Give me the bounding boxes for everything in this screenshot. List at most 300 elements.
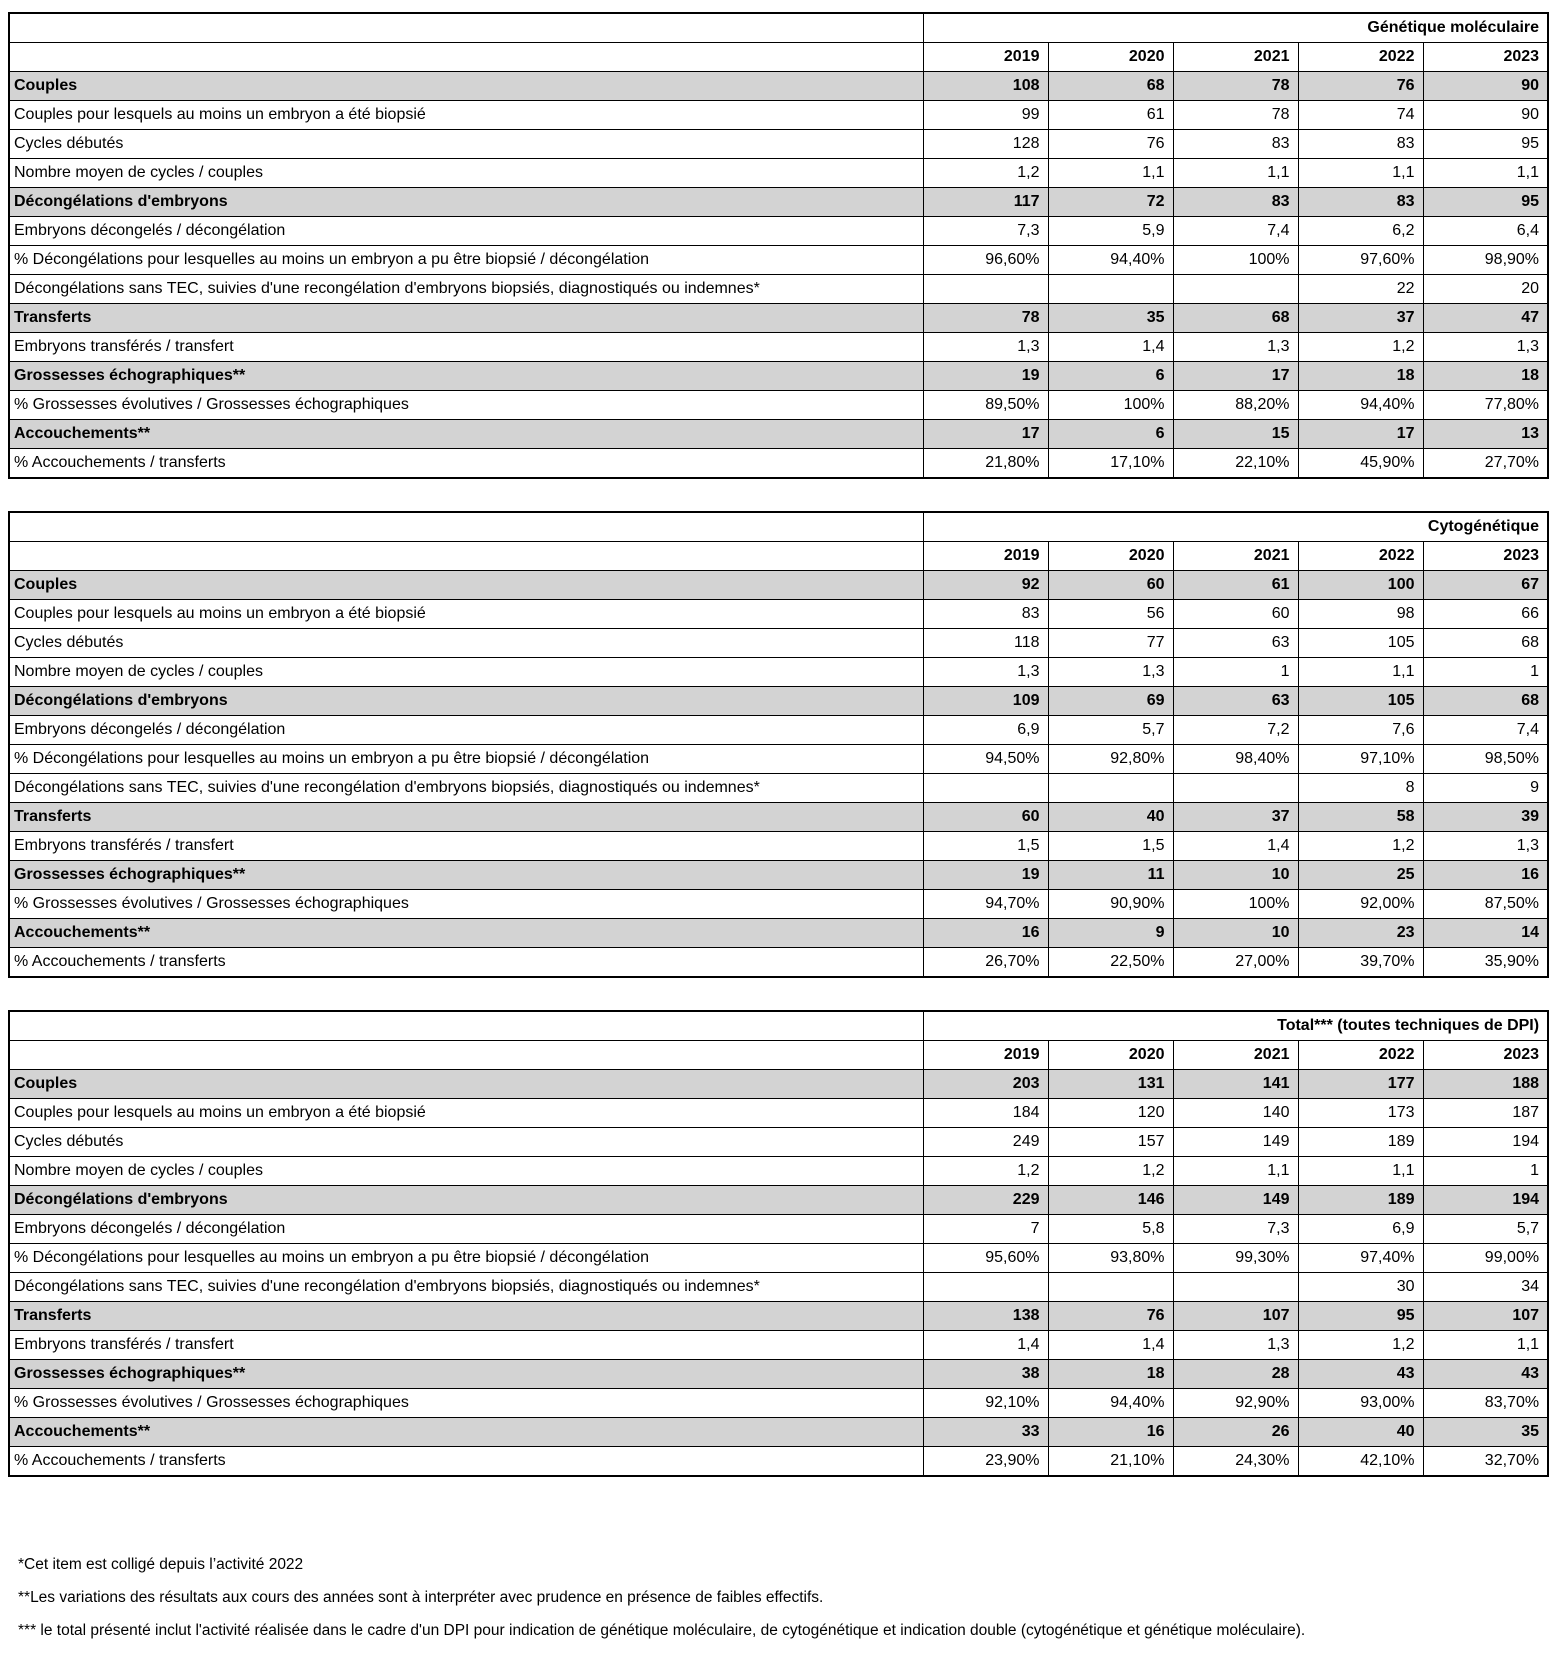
value-cell: 18 <box>1423 362 1548 391</box>
value-cell: 6,9 <box>923 716 1048 745</box>
row-label: Couples <box>9 571 923 600</box>
value-cell: 32,70% <box>1423 1447 1548 1477</box>
row-label: Grossesses échographiques** <box>9 362 923 391</box>
value-cell: 1,4 <box>1048 1331 1173 1360</box>
year-header-cell: 2023 <box>1423 1041 1548 1070</box>
value-cell: 7,3 <box>1173 1215 1298 1244</box>
row-label: Embryons décongelés / décongélation <box>9 217 923 246</box>
value-cell: 14 <box>1423 919 1548 948</box>
value-cell: 1,2 <box>1298 1331 1423 1360</box>
value-cell: 26 <box>1173 1418 1298 1447</box>
value-cell: 177 <box>1298 1070 1423 1099</box>
table-row <box>9 1215 1548 1244</box>
table-row <box>9 774 1548 803</box>
value-cell: 1,2 <box>923 1157 1048 1186</box>
value-cell: 27,00% <box>1173 948 1298 978</box>
value-cell: 189 <box>1298 1128 1423 1157</box>
row-label: Grossesses échographiques** <box>9 861 923 890</box>
table-title: Cytogénétique <box>923 512 1548 542</box>
value-cell: 95 <box>1423 188 1548 217</box>
value-cell: 1,2 <box>923 159 1048 188</box>
value-cell: 149 <box>1173 1186 1298 1215</box>
value-cell: 7,3 <box>923 217 1048 246</box>
row-label: Décongélations d'embryons <box>9 1186 923 1215</box>
year-header-cell: 2019 <box>923 542 1048 571</box>
table-row <box>9 629 1548 658</box>
table-row <box>9 1331 1548 1360</box>
value-cell: 99,30% <box>1173 1244 1298 1273</box>
row-label: Transferts <box>9 1302 923 1331</box>
section-row <box>9 420 1548 449</box>
tables <box>8 12 1547 1477</box>
value-cell: 18 <box>1048 1360 1173 1389</box>
value-cell: 100% <box>1173 890 1298 919</box>
value-cell: 1,1 <box>1423 1331 1548 1360</box>
row-label: Cycles débutés <box>9 629 923 658</box>
value-cell: 1,1 <box>1298 159 1423 188</box>
value-cell: 16 <box>1423 861 1548 890</box>
value-cell: 1,4 <box>1173 832 1298 861</box>
row-label: Nombre moyen de cycles / couples <box>9 159 923 188</box>
value-cell: 92,10% <box>923 1389 1048 1418</box>
value-cell: 1,1 <box>1298 658 1423 687</box>
value-cell: 78 <box>1173 72 1298 101</box>
year-header-cell: 2022 <box>1298 43 1423 72</box>
value-cell: 15 <box>1173 420 1298 449</box>
table-row <box>9 333 1548 362</box>
value-cell: 83 <box>923 600 1048 629</box>
row-label: Décongélations d'embryons <box>9 188 923 217</box>
value-cell: 27,70% <box>1423 449 1548 479</box>
value-cell: 1 <box>1423 658 1548 687</box>
value-cell: 100% <box>1173 246 1298 275</box>
value-cell: 146 <box>1048 1186 1173 1215</box>
value-cell: 92 <box>923 571 1048 600</box>
row-label: Transferts <box>9 803 923 832</box>
row-label: % Grossesses évolutives / Grossesses échographiques <box>9 890 923 919</box>
year-header-cell: 2022 <box>1298 1041 1423 1070</box>
year-header-cell: 2020 <box>1048 1041 1173 1070</box>
value-cell: 107 <box>1173 1302 1298 1331</box>
value-cell: 6,2 <box>1298 217 1423 246</box>
value-cell: 99,00% <box>1423 1244 1548 1273</box>
value-cell: 1,4 <box>1048 333 1173 362</box>
row-label: Couples pour lesquels au moins un embryon a été biopsié <box>9 600 923 629</box>
value-cell: 1,4 <box>923 1331 1048 1360</box>
row-label: Embryons décongelés / décongélation <box>9 1215 923 1244</box>
row-label: Couples pour lesquels au moins un embryon a été biopsié <box>9 1099 923 1128</box>
dpi-table-1 <box>8 12 1549 479</box>
row-label: % Décongélations pour lesquelles au moins un embryon a pu être biopsié / décongélation <box>9 246 923 275</box>
row-label: Grossesses échographiques** <box>9 1360 923 1389</box>
value-cell: 107 <box>1423 1302 1548 1331</box>
row-label: Embryons transférés / transfert <box>9 1331 923 1360</box>
value-cell: 45,90% <box>1298 449 1423 479</box>
section-row <box>9 1186 1548 1215</box>
table-row <box>9 600 1548 629</box>
table-row <box>9 832 1548 861</box>
value-cell: 7 <box>923 1215 1048 1244</box>
value-cell: 5,7 <box>1048 716 1173 745</box>
value-cell <box>1173 774 1298 803</box>
table-row <box>9 101 1548 130</box>
value-cell: 229 <box>923 1186 1048 1215</box>
value-cell: 72 <box>1048 188 1173 217</box>
table-row <box>9 890 1548 919</box>
value-cell: 131 <box>1048 1070 1173 1099</box>
value-cell: 33 <box>923 1418 1048 1447</box>
value-cell: 21,80% <box>923 449 1048 479</box>
year-header-cell: 2021 <box>1173 542 1298 571</box>
value-cell: 74 <box>1298 101 1423 130</box>
value-cell <box>1048 774 1173 803</box>
value-cell: 93,00% <box>1298 1389 1423 1418</box>
table-title-row <box>9 512 1548 542</box>
table-title: Total*** (toutes techniques de DPI) <box>923 1011 1548 1041</box>
value-cell: 39 <box>1423 803 1548 832</box>
value-cell: 1 <box>1173 658 1298 687</box>
value-cell: 98 <box>1298 600 1423 629</box>
value-cell: 5,8 <box>1048 1215 1173 1244</box>
value-cell: 1,3 <box>1423 333 1548 362</box>
title-row-empty-cell <box>9 13 923 43</box>
value-cell: 34 <box>1423 1273 1548 1302</box>
value-cell: 98,40% <box>1173 745 1298 774</box>
section-row <box>9 571 1548 600</box>
value-cell: 10 <box>1173 919 1298 948</box>
value-cell: 60 <box>1173 600 1298 629</box>
value-cell: 77 <box>1048 629 1173 658</box>
value-cell: 22 <box>1298 275 1423 304</box>
value-cell: 1,2 <box>1298 832 1423 861</box>
value-cell: 20 <box>1423 275 1548 304</box>
value-cell: 68 <box>1173 304 1298 333</box>
footnote-3: *** le total présenté inclut l'activité réalisée dans le cadre d'un DPI pour indication de génétique moléculaire, de cytogénétique et indication double (cytogénétique et génétique moléculaire). <box>18 1622 1306 1639</box>
value-cell <box>923 774 1048 803</box>
row-label: Accouchements** <box>9 420 923 449</box>
section-row <box>9 687 1548 716</box>
value-cell: 83 <box>1173 188 1298 217</box>
section-row <box>9 919 1548 948</box>
table-row <box>9 716 1548 745</box>
value-cell: 63 <box>1173 629 1298 658</box>
value-cell: 189 <box>1298 1186 1423 1215</box>
value-cell: 6,9 <box>1298 1215 1423 1244</box>
year-header-cell: 2019 <box>923 1041 1048 1070</box>
value-cell <box>923 275 1048 304</box>
value-cell: 140 <box>1173 1099 1298 1128</box>
year-header-cell: 2023 <box>1423 43 1548 72</box>
value-cell: 35,90% <box>1423 948 1548 978</box>
table-row <box>9 275 1548 304</box>
table-row <box>9 1157 1548 1186</box>
value-cell: 194 <box>1423 1186 1548 1215</box>
value-cell: 7,2 <box>1173 716 1298 745</box>
value-cell: 92,80% <box>1048 745 1173 774</box>
table-row <box>9 246 1548 275</box>
value-cell: 95 <box>1298 1302 1423 1331</box>
year-row-empty-cell <box>9 43 923 72</box>
value-cell: 78 <box>923 304 1048 333</box>
value-cell: 97,60% <box>1298 246 1423 275</box>
value-cell: 105 <box>1298 687 1423 716</box>
value-cell: 1,1 <box>1048 159 1173 188</box>
value-cell: 1,2 <box>1298 333 1423 362</box>
value-cell: 17,10% <box>1048 449 1173 479</box>
year-header-cell: 2019 <box>923 43 1048 72</box>
value-cell: 97,40% <box>1298 1244 1423 1273</box>
value-cell: 8 <box>1298 774 1423 803</box>
table-row <box>9 1099 1548 1128</box>
value-cell: 100 <box>1298 571 1423 600</box>
row-label: Accouchements** <box>9 919 923 948</box>
value-cell: 88,20% <box>1173 391 1298 420</box>
table-title-row <box>9 13 1548 43</box>
value-cell: 35 <box>1423 1418 1548 1447</box>
value-cell: 60 <box>1048 571 1173 600</box>
value-cell: 60 <box>923 803 1048 832</box>
value-cell: 6 <box>1048 362 1173 391</box>
value-cell: 22,10% <box>1173 449 1298 479</box>
value-cell: 117 <box>923 188 1048 217</box>
value-cell: 6 <box>1048 420 1173 449</box>
value-cell: 1,1 <box>1173 1157 1298 1186</box>
value-cell: 128 <box>923 130 1048 159</box>
value-cell: 17 <box>1298 420 1423 449</box>
value-cell: 13 <box>1423 420 1548 449</box>
row-label: % Accouchements / transferts <box>9 948 923 978</box>
row-label: Nombre moyen de cycles / couples <box>9 658 923 687</box>
section-row <box>9 1418 1548 1447</box>
title-row-empty-cell <box>9 1011 923 1041</box>
value-cell: 56 <box>1048 600 1173 629</box>
value-cell: 42,10% <box>1298 1447 1423 1477</box>
table-row <box>9 1273 1548 1302</box>
value-cell: 43 <box>1423 1360 1548 1389</box>
dpi-table-2 <box>8 511 1549 978</box>
value-cell: 19 <box>923 861 1048 890</box>
year-header-row <box>9 43 1548 72</box>
table-row <box>9 745 1548 774</box>
year-header-cell: 2021 <box>1173 1041 1298 1070</box>
year-header-row <box>9 542 1548 571</box>
value-cell: 97,10% <box>1298 745 1423 774</box>
table-title: Génétique moléculaire <box>923 13 1548 43</box>
value-cell: 37 <box>1173 803 1298 832</box>
row-label: % Accouchements / transferts <box>9 449 923 479</box>
row-label: Couples <box>9 1070 923 1099</box>
value-cell: 47 <box>1423 304 1548 333</box>
value-cell: 38 <box>923 1360 1048 1389</box>
value-cell: 77,80% <box>1423 391 1548 420</box>
table-title-row <box>9 1011 1548 1041</box>
year-header-cell: 2020 <box>1048 43 1173 72</box>
value-cell: 24,30% <box>1173 1447 1298 1477</box>
value-cell: 83 <box>1298 130 1423 159</box>
value-cell: 16 <box>923 919 1048 948</box>
section-row <box>9 362 1548 391</box>
value-cell: 93,80% <box>1048 1244 1173 1273</box>
value-cell: 67 <box>1423 571 1548 600</box>
value-cell: 98,50% <box>1423 745 1548 774</box>
value-cell: 17 <box>923 420 1048 449</box>
value-cell: 61 <box>1048 101 1173 130</box>
value-cell: 109 <box>923 687 1048 716</box>
value-cell: 7,4 <box>1423 716 1548 745</box>
year-row-empty-cell <box>9 1041 923 1070</box>
value-cell: 98,90% <box>1423 246 1548 275</box>
section-row <box>9 72 1548 101</box>
value-cell: 1,5 <box>923 832 1048 861</box>
value-cell: 105 <box>1298 629 1423 658</box>
footnote-2: **Les variations des résultats aux cours des années sont à interpréter avec prudence en présence de faibles effectifs. <box>18 1589 824 1606</box>
value-cell: 1,3 <box>1423 832 1548 861</box>
value-cell: 17 <box>1173 362 1298 391</box>
value-cell: 95,60% <box>923 1244 1048 1273</box>
value-cell: 30 <box>1298 1273 1423 1302</box>
value-cell: 194 <box>1423 1128 1548 1157</box>
value-cell: 120 <box>1048 1099 1173 1128</box>
value-cell: 83,70% <box>1423 1389 1548 1418</box>
value-cell: 100% <box>1048 391 1173 420</box>
value-cell: 1,1 <box>1173 159 1298 188</box>
value-cell: 68 <box>1423 687 1548 716</box>
section-row <box>9 1360 1548 1389</box>
value-cell: 1,1 <box>1298 1157 1423 1186</box>
value-cell: 11 <box>1048 861 1173 890</box>
row-label: Cycles débutés <box>9 1128 923 1157</box>
value-cell: 63 <box>1173 687 1298 716</box>
value-cell <box>1173 275 1298 304</box>
table-row <box>9 217 1548 246</box>
value-cell: 95 <box>1423 130 1548 159</box>
table-row <box>9 130 1548 159</box>
value-cell: 90 <box>1423 72 1548 101</box>
table-row <box>9 948 1548 978</box>
value-cell: 10 <box>1173 861 1298 890</box>
row-label: Décongélations d'embryons <box>9 687 923 716</box>
section-row <box>9 304 1548 333</box>
table-row <box>9 1389 1548 1418</box>
row-label: Embryons transférés / transfert <box>9 832 923 861</box>
footnotes <box>8 1509 1547 1658</box>
value-cell: 1,5 <box>1048 832 1173 861</box>
value-cell: 76 <box>1048 1302 1173 1331</box>
year-header-cell: 2020 <box>1048 542 1173 571</box>
value-cell: 83 <box>1173 130 1298 159</box>
value-cell <box>923 1273 1048 1302</box>
row-label: Nombre moyen de cycles / couples <box>9 1157 923 1186</box>
row-label: % Décongélations pour lesquelles au moins un embryon a pu être biopsié / décongélation <box>9 745 923 774</box>
value-cell: 68 <box>1423 629 1548 658</box>
value-cell <box>1048 275 1173 304</box>
title-row-empty-cell <box>9 512 923 542</box>
value-cell: 89,50% <box>923 391 1048 420</box>
value-cell: 94,40% <box>1298 391 1423 420</box>
value-cell: 1,3 <box>923 333 1048 362</box>
row-label: Accouchements** <box>9 1418 923 1447</box>
year-header-cell: 2021 <box>1173 43 1298 72</box>
dpi-table-3 <box>8 1010 1549 1477</box>
section-row <box>9 188 1548 217</box>
value-cell: 1,3 <box>1173 1331 1298 1360</box>
value-cell: 69 <box>1048 687 1173 716</box>
row-label: Transferts <box>9 304 923 333</box>
section-row <box>9 861 1548 890</box>
value-cell: 99 <box>923 101 1048 130</box>
value-cell: 1,3 <box>1048 658 1173 687</box>
row-label: Embryons décongelés / décongélation <box>9 716 923 745</box>
value-cell <box>1048 1273 1173 1302</box>
value-cell: 25 <box>1298 861 1423 890</box>
value-cell: 92,00% <box>1298 890 1423 919</box>
value-cell: 9 <box>1423 774 1548 803</box>
value-cell: 7,4 <box>1173 217 1298 246</box>
value-cell: 249 <box>923 1128 1048 1157</box>
section-row <box>9 1302 1548 1331</box>
value-cell: 19 <box>923 362 1048 391</box>
table-row <box>9 449 1548 479</box>
value-cell: 90 <box>1423 101 1548 130</box>
section-row <box>9 803 1548 832</box>
value-cell: 87,50% <box>1423 890 1548 919</box>
row-label: Couples <box>9 72 923 101</box>
year-header-row <box>9 1041 1548 1070</box>
value-cell: 40 <box>1048 803 1173 832</box>
value-cell: 1,2 <box>1048 1157 1173 1186</box>
row-label: Cycles débutés <box>9 130 923 159</box>
value-cell: 26,70% <box>923 948 1048 978</box>
row-label: % Accouchements / transferts <box>9 1447 923 1477</box>
value-cell: 96,60% <box>923 246 1048 275</box>
value-cell: 203 <box>923 1070 1048 1099</box>
value-cell: 1 <box>1423 1157 1548 1186</box>
footnote-1: *Cet item est colligé depuis l’activité 2022 <box>18 1556 304 1573</box>
table-row <box>9 1244 1548 1273</box>
row-label: % Grossesses évolutives / Grossesses échographiques <box>9 1389 923 1418</box>
value-cell: 28 <box>1173 1360 1298 1389</box>
value-cell: 149 <box>1173 1128 1298 1157</box>
value-cell: 40 <box>1298 1418 1423 1447</box>
table-row <box>9 1447 1548 1477</box>
value-cell: 5,9 <box>1048 217 1173 246</box>
value-cell: 5,7 <box>1423 1215 1548 1244</box>
value-cell: 22,50% <box>1048 948 1173 978</box>
value-cell: 43 <box>1298 1360 1423 1389</box>
value-cell: 18 <box>1298 362 1423 391</box>
value-cell: 78 <box>1173 101 1298 130</box>
value-cell: 23 <box>1298 919 1423 948</box>
table-row <box>9 159 1548 188</box>
value-cell: 92,90% <box>1173 1389 1298 1418</box>
value-cell: 35 <box>1048 304 1173 333</box>
value-cell: 76 <box>1298 72 1423 101</box>
value-cell: 68 <box>1048 72 1173 101</box>
value-cell: 108 <box>923 72 1048 101</box>
value-cell: 90,90% <box>1048 890 1173 919</box>
section-row <box>9 1070 1548 1099</box>
value-cell: 16 <box>1048 1418 1173 1447</box>
value-cell: 7,6 <box>1298 716 1423 745</box>
value-cell: 39,70% <box>1298 948 1423 978</box>
value-cell <box>1173 1273 1298 1302</box>
table-row <box>9 391 1548 420</box>
row-label: Décongélations sans TEC, suivies d'une recongélation d'embryons biopsiés, diagnostiqués ou indemnes* <box>9 1273 923 1302</box>
value-cell: 1,1 <box>1423 159 1548 188</box>
value-cell: 94,50% <box>923 745 1048 774</box>
value-cell: 141 <box>1173 1070 1298 1099</box>
row-label: % Grossesses évolutives / Grossesses échographiques <box>9 391 923 420</box>
